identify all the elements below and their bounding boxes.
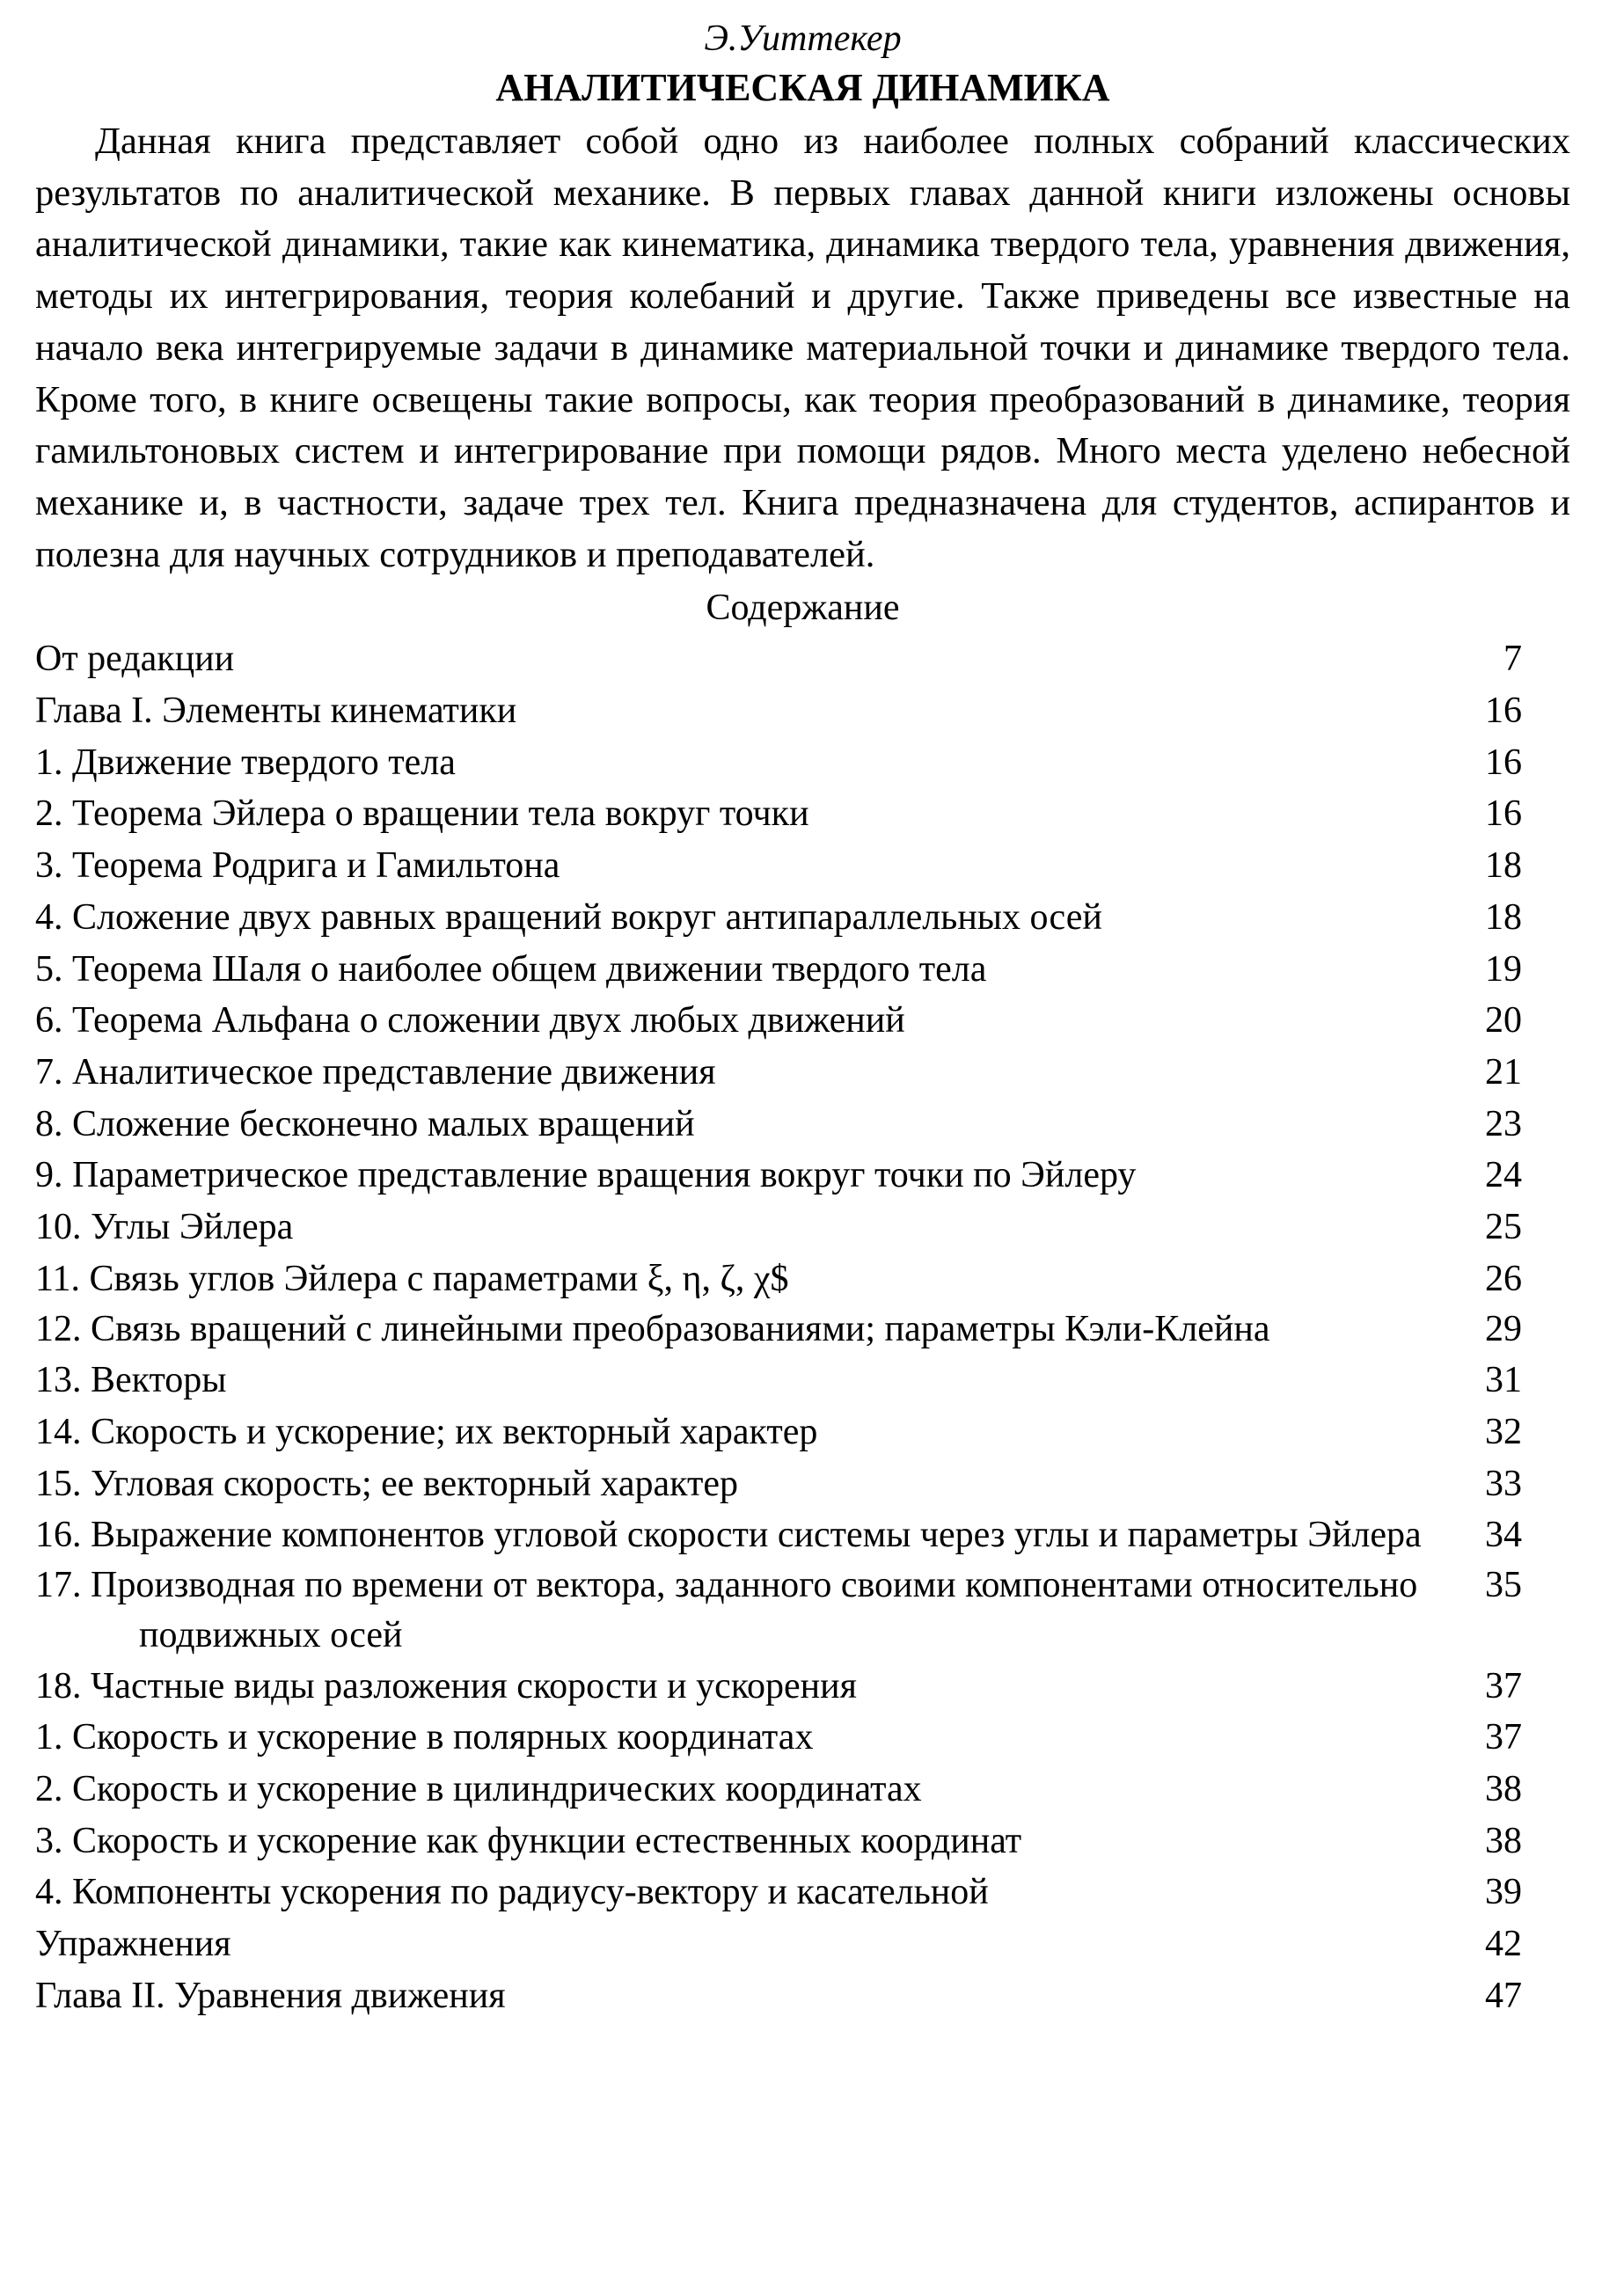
toc-entry-title: Упражнения (35, 1924, 231, 1965)
toc-entry-page: 25 (1485, 1207, 1522, 1248)
toc-entry (35, 1407, 1570, 1458)
toc-entry-title: 1. Движение твердого тела (35, 742, 456, 783)
toc-entry (35, 1816, 1570, 1867)
toc-entry-title: 11. Связь углов Эйлера с параметрами ξ, η, ζ, χ$ (35, 1258, 789, 1299)
toc-entry (35, 1355, 1570, 1407)
toc-entry (35, 1661, 1570, 1713)
toc-entry (35, 1510, 1570, 1560)
author-name: Э.Уиттекер (704, 18, 902, 59)
toc-entry-page: 37 (1485, 1717, 1522, 1758)
toc-entry-page: 21 (1485, 1051, 1522, 1092)
toc-entry-page: 29 (1485, 1309, 1522, 1350)
toc-entry-page: 32 (1485, 1412, 1522, 1453)
toc-entry (35, 1202, 1570, 1253)
toc-entry (35, 1560, 1570, 1661)
toc-entry (35, 840, 1570, 892)
book-title: АНАЛИТИЧЕСКАЯ ДИНАМИКА (495, 66, 1110, 109)
toc-entry (35, 1970, 1570, 2022)
toc-entry-title: 16. Выражение компонентов угловой скорости системы через углы и параметры Эйлера (35, 1514, 1422, 1555)
toc-entry (35, 892, 1570, 944)
toc-entry-page: 38 (1485, 1820, 1522, 1861)
toc-entry-title: 8. Сложение бесконечно малых вращений (35, 1103, 695, 1144)
toc-entry-title: 12. Связь вращений с линейными преобразованиями; параметры Кэли-Клейна (35, 1309, 1270, 1350)
toc-entry-title: 5. Теорема Шаля о наиболее общем движении твердого тела (35, 948, 987, 990)
toc-entry-page: 18 (1485, 896, 1522, 938)
toc-entry (35, 685, 1570, 737)
toc-entry (35, 944, 1570, 996)
book-abstract: Данная книга представляет собой одно из наиболее полных собраний классических результатов по аналитической механике. В первых главах данной книги изложены основы аналитической динамики, такие как кинематика, динамика твердого тела, уравнения движения, методы их интегрирования, теория колебаний и другие. Также приведены все известные на начало века интегрируемые задачи в динамике материальной точки и динамике твердого тела. Кроме того, в книге освещены такие вопросы, как теория преобразований в динамике, теория гамильтоновых систем и интегрирование при помощи рядов. Много места уделено небесной механике и, в частности, задаче трех тел. Книга предназначена для студентов, аспирантов и полезна для научных сотрудников и преподавателей. (35, 121, 1570, 575)
toc-entry-title: 3. Теорема Родрига и Гамильтона (35, 845, 560, 887)
toc-entry-title: Глава I. Элементы кинематики (35, 691, 517, 732)
toc-entry (35, 1047, 1570, 1099)
toc-entry-page: 47 (1485, 1975, 1522, 2016)
toc-entry-title: Глава II. Уравнения движения (35, 1975, 506, 2016)
toc-entry-title: 1. Скорость и ускорение в полярных координатах (35, 1717, 814, 1758)
toc-entry-title: 2. Скорость и ускорение в цилиндрических координатах (35, 1768, 922, 1809)
toc-entry-page: 31 (1485, 1360, 1522, 1401)
toc-entry (35, 1099, 1570, 1151)
toc-entry-page: 23 (1485, 1103, 1522, 1144)
toc-entry-page: 42 (1485, 1924, 1522, 1965)
toc-entry-title: 7. Аналитическое представление движения (35, 1051, 716, 1092)
toc-entry (35, 1712, 1570, 1764)
toc-entry-title: 6. Теорема Альфана о сложении двух любых движений (35, 1000, 905, 1041)
book-page (35, 0, 1570, 2022)
toc-entry-title: 2. Теорема Эйлера о вращении тела вокруг точки (35, 793, 809, 835)
toc-entry-title: 3. Скорость и ускорение как функции естественных координат (35, 1820, 1022, 1861)
toc-entry (35, 995, 1570, 1047)
toc-entry (35, 788, 1570, 840)
table-of-contents (35, 633, 1570, 2021)
toc-entry-page: 20 (1485, 1000, 1522, 1041)
toc-entry-page: 37 (1485, 1665, 1522, 1706)
toc-entry-title: 17. Производная по времени от вектора, заданного своими компонентами относительно подвижных осей (35, 1564, 1418, 1655)
toc-entry-page: 26 (1485, 1258, 1522, 1299)
toc-entry-page: 16 (1485, 691, 1522, 732)
toc-entry (35, 1764, 1570, 1816)
toc-entry-page: 18 (1485, 845, 1522, 887)
toc-entry-title: 14. Скорость и ускорение; их векторный характер (35, 1412, 818, 1453)
toc-heading: Содержание (706, 588, 900, 629)
toc-entry-title: 9. Параметрическое представление вращения вокруг точки по Эйлеру (35, 1155, 1137, 1196)
toc-entry (35, 737, 1570, 789)
toc-entry (35, 1918, 1570, 1970)
toc-entry (35, 1458, 1570, 1510)
toc-entry-title: 4. Сложение двух равных вращений вокруг антипараллельных осей (35, 896, 1102, 938)
toc-entry-title: 15. Угловая скорость; ее векторный характер (35, 1463, 739, 1504)
toc-entry-page: 7 (1503, 639, 1522, 680)
toc-entry-title: 13. Векторы (35, 1360, 227, 1401)
toc-entry (35, 1867, 1570, 1918)
toc-entry-page: 34 (1485, 1514, 1522, 1555)
toc-entry-page: 38 (1485, 1768, 1522, 1809)
toc-entry-title: 10. Углы Эйлера (35, 1207, 294, 1248)
toc-entry-page: 39 (1485, 1872, 1522, 1913)
toc-entry (35, 1150, 1570, 1202)
toc-entry-page: 16 (1485, 793, 1522, 835)
toc-entry-title: От редакции (35, 639, 235, 680)
toc-entry-title: 18. Частные виды разложения скорости и ускорения (35, 1665, 857, 1706)
toc-entry-page: 19 (1485, 948, 1522, 990)
toc-entry-page: 35 (1485, 1564, 1522, 1605)
toc-entry (35, 1253, 1570, 1305)
toc-entry-title: 4. Компоненты ускорения по радиусу-вектору и касательной (35, 1872, 989, 1913)
toc-entry-page: 24 (1485, 1155, 1522, 1196)
toc-entry-page: 33 (1485, 1463, 1522, 1504)
toc-entry (35, 1304, 1570, 1355)
toc-entry-page: 16 (1485, 742, 1522, 783)
toc-entry (35, 633, 1570, 685)
